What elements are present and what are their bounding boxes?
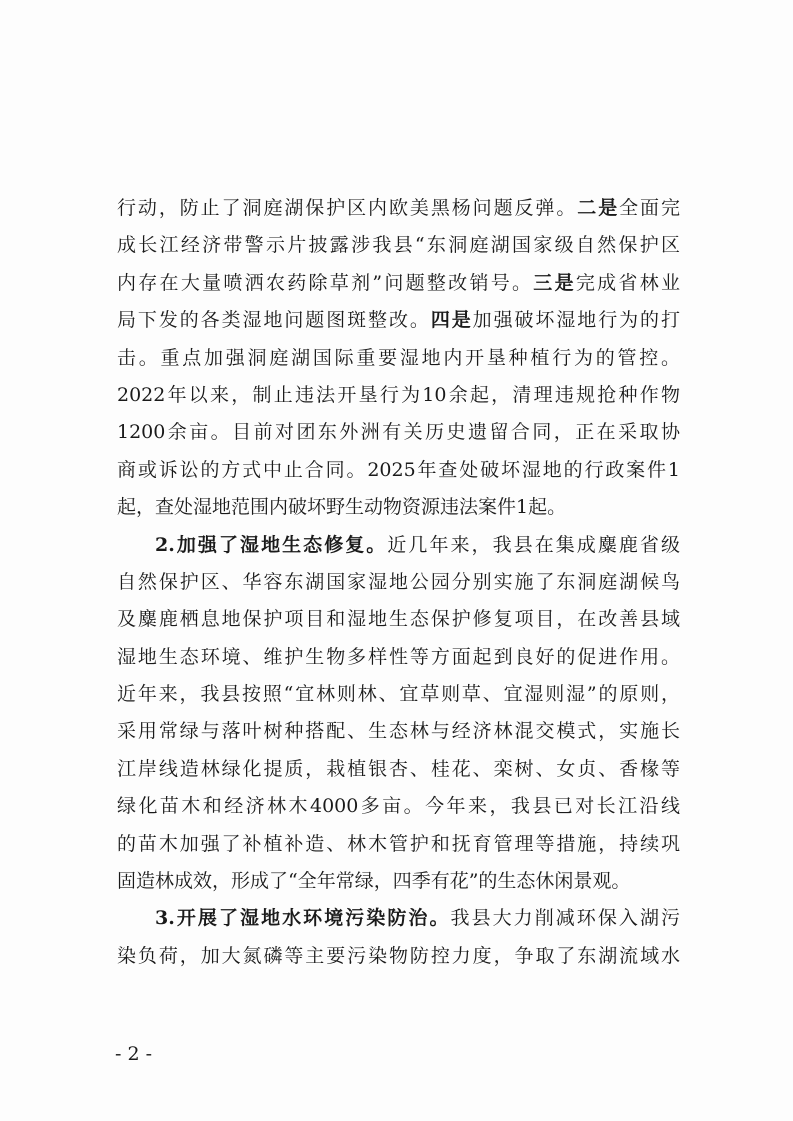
text-line: 绿化苗木和经济林木4000多亩。今年来，我县已对长江沿线 [117, 795, 680, 818]
body-text [117, 190, 680, 975]
page-number: - 2 - [115, 1043, 153, 1065]
text-line: 自然保护区、华容东湖国家湿地公园分别实施了东洞庭湖候鸟 [117, 570, 680, 593]
text-line: 成长江经济带警示片披露涉我县“东洞庭湖国家级自然保护区 [117, 234, 680, 257]
text-line: 2022年以来，制止违法开垦行为10余起，清理违规抢种作物 [117, 383, 680, 406]
text-line: 1200余亩。目前对团东外洲有关历史遗留合同，正在采取协 [117, 421, 680, 444]
section-3-first-line: 3.开展了湿地水环境污染防治。我县大力削减环保入湖污 [155, 907, 680, 930]
text-line: 击。重点加强洞庭湖国际重要湿地内开垦种植行为的管控。 [117, 346, 680, 369]
text-line: 近年来，我县按照“宜林则林、宜草则草、宜湿则湿”的原则， [117, 683, 680, 706]
text-line: 及麋鹿栖息地保护项目和湿地生态保护修复项目，在改善县域 [117, 608, 680, 631]
text-line: 染负荷，加大氮磷等主要污染物防控力度，争取了东湖流域水 [117, 944, 680, 967]
section-2-first-line: 2.加强了湿地生态修复。近几年来，我县在集成麋鹿省级 [155, 533, 680, 556]
text-line: 采用常绿与落叶树种搭配、生态林与经济林混交模式，实施长 [117, 720, 680, 743]
text-line: 行动，防止了洞庭湖保护区内欧美黑杨问题反弹。二是全面完 [117, 197, 680, 219]
text-line: 的苗木加强了补植补造、林木管护和抚育管理等措施，持续巩 [117, 832, 680, 855]
text-line: 局下发的各类湿地问题图斑整改。四是加强破坏湿地行为的打 [117, 309, 680, 332]
text-line: 固造林成效，形成了“全年常绿，四季有花”的生态休闲景观。 [117, 870, 631, 893]
section-3-heading: 3.开展了湿地水环境污染防治。 [155, 907, 451, 930]
text-line: 商或诉讼的方式中止合同。2025年查处破坏湿地的行政案件1 [117, 458, 680, 481]
text-line: 起，查处湿地范围内破坏野生动物资源违法案件1起。 [117, 496, 567, 519]
section-2-heading: 2.加强了湿地生态修复。 [155, 533, 388, 556]
text-line: 江岸线造林绿化提质，栽植银杏、桂花、栾树、女贞、香椽等 [117, 757, 680, 780]
text-line: 内存在大量喷洒农药除草剂”问题整改销号。三是完成省林业 [117, 271, 680, 294]
text-line: 湿地生态环境、维护生物多样性等方面起到良好的促进作用。 [117, 645, 680, 668]
